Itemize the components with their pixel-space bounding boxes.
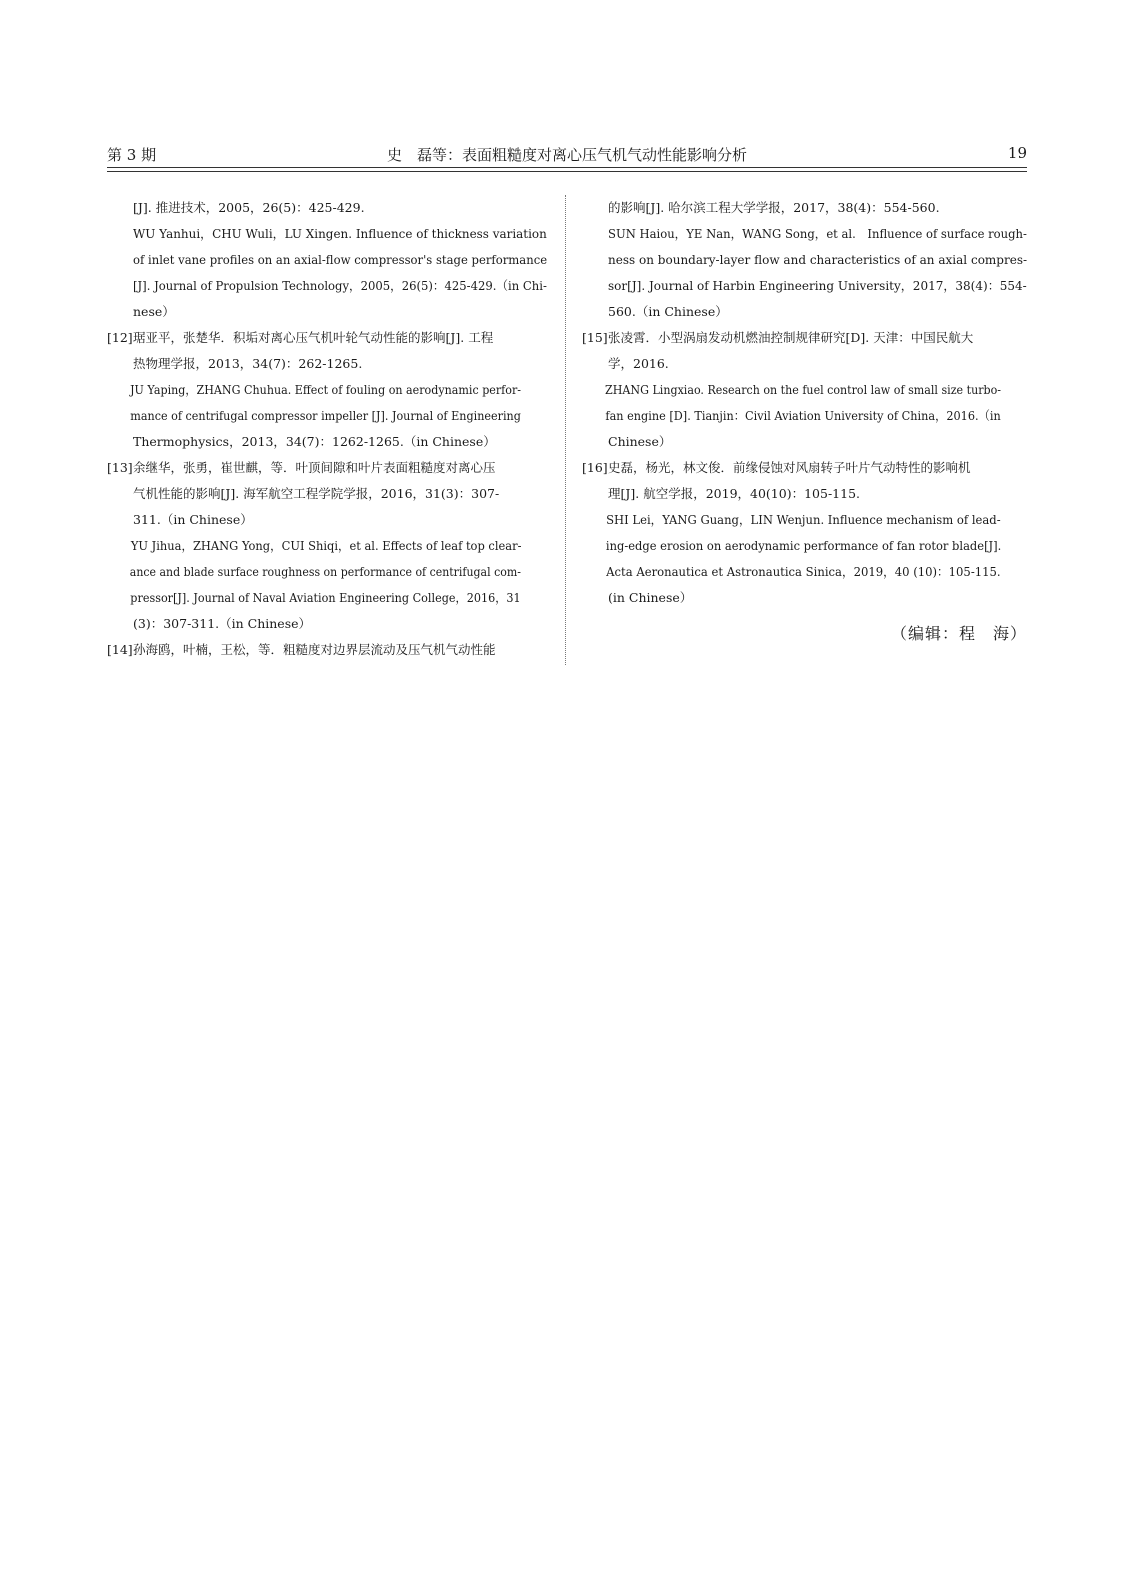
reference-line: 学，2016. <box>608 356 669 371</box>
reference-line: [J]. 推进技术，2005，26(5)：425-429. <box>133 200 365 215</box>
reference-line: 史磊，杨光，林文俊．前缘侵蚀对风扇转子叶片气动特性的影响机 <box>608 460 971 475</box>
reference-line: 张凌霄．小型涡扇发动机燃油控制规律研究[D]. 天津：中国民航大 <box>608 330 974 345</box>
page-number: 19 <box>1007 144 1027 162</box>
reference-line: fan engine [D]. Tianjin：Civil Aviation University of China，2016.（in <box>605 408 1001 423</box>
reference-12 <box>107 325 547 455</box>
reference-line: nese） <box>133 304 175 319</box>
reference-line: 311.（in Chinese） <box>133 512 253 527</box>
header-rule-top <box>107 167 1027 168</box>
running-header <box>107 140 1027 166</box>
reference-line: (in Chinese） <box>608 590 693 605</box>
reference-line: 余继华，张勇，崔世麒，等．叶顶间隙和叶片表面粗糙度对离心压 <box>133 460 496 475</box>
reference-line: Chinese） <box>608 434 672 449</box>
reference-number: [16] <box>582 460 608 475</box>
header-rule-bottom <box>107 171 1027 172</box>
reference-line: 560.（in Chinese） <box>608 304 728 319</box>
reference-line: 理[J]. 航空学报，2019，40(10)：105-115. <box>608 486 861 501</box>
reference-line: YU Jihua，ZHANG Yong，CUI Shiqi，et al. Effects of leaf top clear- <box>130 538 522 553</box>
reference-line: ZHANG Lingxiao. Research on the fuel control law of small size turbo- <box>605 382 1001 397</box>
reference-line: JU Yaping，ZHANG Chuhua. Effect of fouling on aerodynamic perfor- <box>130 382 522 397</box>
reference-14-continued <box>582 195 1027 325</box>
reference-line: pressor[J]. Journal of Naval Aviation Engineering College，2016，31 <box>130 590 521 605</box>
left-column <box>107 195 547 663</box>
reference-line: 的影响[J]. 哈尔滨工程大学学报，2017，38(4)：554-560. <box>608 200 940 215</box>
reference-line: (3)：307-311.（in Chinese） <box>133 616 312 631</box>
reference-line: SUN Haiou，YE Nan，WANG Song，et al. Influence of surface rough- <box>608 226 1027 241</box>
reference-number: [12] <box>107 330 133 345</box>
column-divider <box>565 195 566 665</box>
reference-16 <box>582 455 1027 611</box>
reference-line: 琚亚平，张楚华．积垢对离心压气机叶轮气动性能的影响[J]. 工程 <box>133 330 494 345</box>
reference-line: Thermophysics，2013，34(7)：1262-1265.（in Chinese） <box>133 434 496 449</box>
reference-number: [13] <box>107 460 133 475</box>
reference-line: of inlet vane profiles on an axial-flow compressor's stage performance <box>133 252 548 267</box>
reference-line: Acta Aeronautica et Astronautica Sinica，2019，40 (10)：105-115. <box>606 564 1001 579</box>
issue-number: 第 3 期 <box>107 146 157 164</box>
reference-line: ance and blade surface roughness on performance of centrifugal com- <box>129 564 521 579</box>
reference-line: [J]. Journal of Propulsion Technology，2005，26(5)：425-429.（in Chi- <box>133 278 547 293</box>
reference-line: ing-edge erosion on aerodynamic performance of fan rotor blade[J]. <box>605 538 1002 553</box>
reference-number: [15] <box>582 330 608 345</box>
reference-line: sor[J]. Journal of Harbin Engineering University，2017，38(4)：554- <box>608 278 1027 293</box>
running-title: 史 磊等：表面粗糙度对离心压气机气动性能影响分析 <box>386 146 747 164</box>
reference-line: 热物理学报，2013，34(7)：262-1265. <box>133 356 363 371</box>
reference-line: 气机性能的影响[J]. 海军航空工程学院学报，2016，31(3)：307- <box>133 486 500 501</box>
reference-number: [14] <box>107 642 133 657</box>
reference-line: mance of centrifugal compressor impeller [J]. Journal of Engineering <box>130 408 521 423</box>
reference-14 <box>107 637 547 663</box>
reference-line: SHI Lei，YANG Guang，LIN Wenjun. Influence mechanism of lead- <box>606 512 1001 527</box>
editor-credit: （编辑：程 海） <box>890 624 1027 643</box>
right-column <box>582 195 1027 647</box>
reference-line: ness on boundary-layer flow and characteristics of an axial compres- <box>608 252 1028 267</box>
reference-13 <box>107 455 547 637</box>
reference-11-continued <box>107 195 547 325</box>
reference-15 <box>582 325 1027 455</box>
reference-line: WU Yanhui，CHU Wuli，LU Xingen. Influence of thickness variation <box>133 226 547 241</box>
reference-line: 孙海鸥，叶楠，王松，等．粗糙度对边界层流动及压气机气动性能 <box>133 642 496 657</box>
